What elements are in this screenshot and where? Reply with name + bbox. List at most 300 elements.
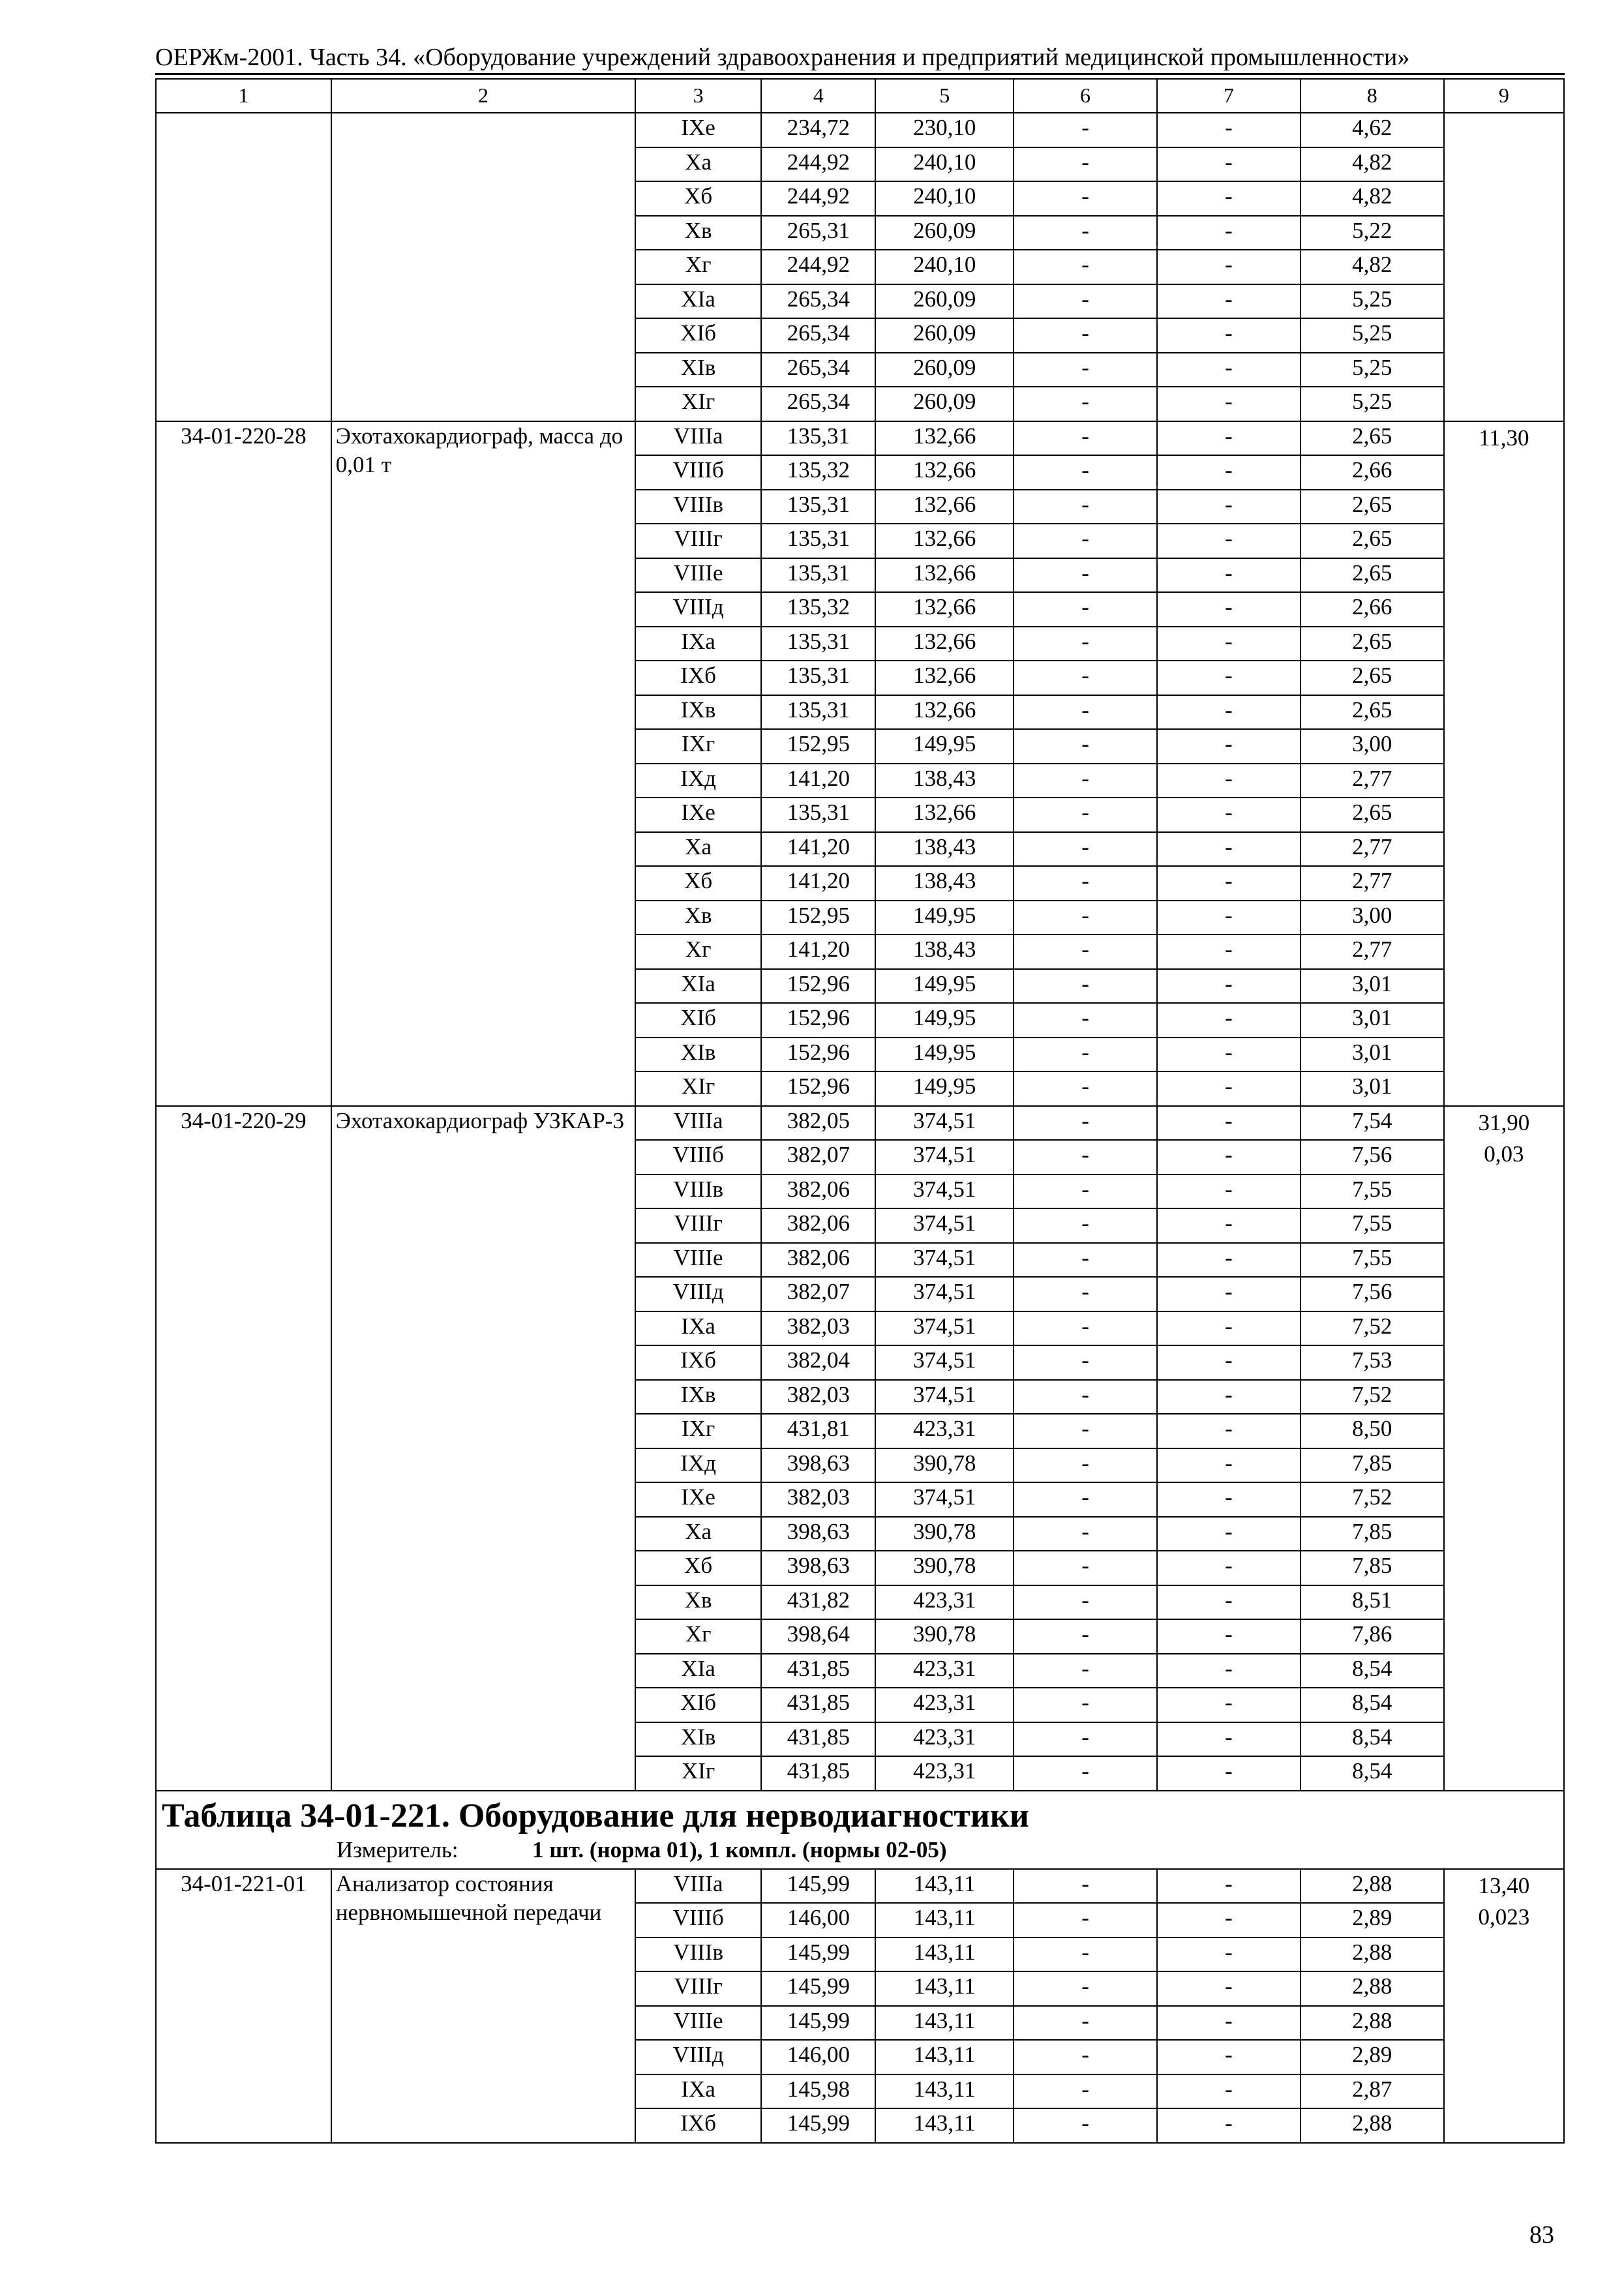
table-cell: 5,25 [1301,284,1444,319]
table-cell: IXб [635,661,761,695]
table-cell: 143,11 [875,2006,1014,2041]
table-cell: - [1157,1585,1301,1620]
table-cell: 8,54 [1301,1722,1444,1757]
table-cell: - [1014,1071,1157,1106]
table-cell: 8,54 [1301,1688,1444,1722]
table-cell: Xг [635,1619,761,1654]
table-cell: 149,95 [875,729,1014,764]
table-cell: - [1014,1482,1157,1517]
table-cell: 7,85 [1301,1517,1444,1551]
table-cell: - [1157,1071,1301,1106]
table-cell: 240,10 [875,181,1014,216]
table-cell: 374,51 [875,1482,1014,1517]
table-cell: 2,65 [1301,798,1444,832]
table-cell: 149,95 [875,901,1014,935]
table-cell: 240,10 [875,147,1014,182]
table-cell: 2,77 [1301,935,1444,969]
table-cell: - [1014,1517,1157,1551]
column-number: 2 [331,79,635,113]
table-cell: 2,65 [1301,558,1444,593]
table-cell: - [1014,1038,1157,1072]
table-cell: 2,65 [1301,490,1444,524]
measure-label: Измеритель: [337,1836,459,1863]
table-cell: VIIIд [635,1277,761,1311]
table-cell: 132,66 [875,455,1014,490]
table-cell: - [1014,1756,1157,1791]
table-cell: 398,63 [761,1517,875,1551]
table-cell: IXб [635,2108,761,2143]
table-cell: XIа [635,969,761,1004]
norm-extra [1444,1869,1564,2143]
norm-extra [1444,113,1564,421]
table-cell: VIIIд [635,2040,761,2074]
table-cell: 145,98 [761,2074,875,2109]
table-cell: - [1014,1619,1157,1654]
table-cell: Xг [635,935,761,969]
table-cell: 146,00 [761,1903,875,1937]
measure-value: 1 шт. (норма 01), 1 компл. (нормы 02-05) [532,1836,947,1863]
table-cell: 7,56 [1301,1277,1444,1311]
table-cell: - [1157,1003,1301,1038]
table-cell: - [1014,1380,1157,1414]
table-cell: 149,95 [875,1071,1014,1106]
table-cell: - [1157,1174,1301,1209]
table-cell: 382,06 [761,1208,875,1243]
table-cell: 431,85 [761,1654,875,1688]
table-cell: - [1014,832,1157,867]
table-row [156,1106,1564,1141]
table-cell: - [1157,1311,1301,1346]
table-cell: - [1014,1414,1157,1448]
table-cell: XIг [635,387,761,421]
table-cell: 260,09 [875,318,1014,353]
table-cell: - [1157,1903,1301,1937]
column-number: 6 [1014,79,1157,113]
table-cell: - [1014,1585,1157,1620]
table-cell: Xв [635,901,761,935]
table-cell: 135,31 [761,661,875,695]
table-cell: - [1157,1243,1301,1278]
table-cell: - [1014,387,1157,421]
table-cell: - [1157,558,1301,593]
table-cell: - [1014,969,1157,1004]
table-cell: - [1014,1106,1157,1141]
table-cell: - [1157,113,1301,147]
table-cell: 8,50 [1301,1414,1444,1448]
table-cell: 3,00 [1301,901,1444,935]
table-row [156,113,1564,147]
table-cell: - [1157,969,1301,1004]
table-cell: - [1014,901,1157,935]
norm-name: Анализатор состояния нервномышечной передачи [331,1869,635,2143]
table-cell: 382,06 [761,1174,875,1209]
table-cell: - [1014,1688,1157,1722]
table-cell: 2,66 [1301,592,1444,627]
table-cell: XIа [635,1654,761,1688]
table-cell: 2,77 [1301,832,1444,867]
table-cell: - [1014,1208,1157,1243]
table-cell: 382,05 [761,1106,875,1141]
table-cell: 7,85 [1301,1448,1444,1483]
table-cell: 7,86 [1301,1619,1444,1654]
table-cell: 2,65 [1301,661,1444,695]
table-cell: - [1157,318,1301,353]
table-cell: 244,92 [761,147,875,182]
table-cell: 149,95 [875,1003,1014,1038]
table-cell: - [1014,421,1157,456]
table-cell: - [1157,627,1301,661]
table-cell: - [1157,353,1301,387]
table-cell: - [1157,1208,1301,1243]
table-cell: 132,66 [875,592,1014,627]
norm-extra [1444,1106,1564,1791]
column-number: 4 [761,79,875,113]
header-rule [155,73,1565,75]
table-cell: 7,55 [1301,1243,1444,1278]
table-cell: Xв [635,216,761,250]
table-cell: 143,11 [875,1903,1014,1937]
table-cell: 390,78 [875,1517,1014,1551]
table-cell: 132,66 [875,421,1014,456]
table-cell: 5,22 [1301,216,1444,250]
table-cell: 132,66 [875,695,1014,730]
table-cell: 4,82 [1301,147,1444,182]
table-cell: - [1014,695,1157,730]
table-cell: - [1014,1937,1157,1972]
table-cell: 431,85 [761,1688,875,1722]
table-cell: 7,54 [1301,1106,1444,1141]
table-cell: IXг [635,1414,761,1448]
table-cell: - [1157,1937,1301,1972]
table-cell: - [1157,866,1301,901]
table-cell: - [1014,592,1157,627]
table-cell: Xа [635,832,761,867]
table-cell: VIIIв [635,1174,761,1209]
table-cell: VIIIв [635,490,761,524]
table-cell: VIIIг [635,524,761,558]
table-cell: 135,31 [761,421,875,456]
table-cell: - [1157,729,1301,764]
table-cell: IXе [635,1482,761,1517]
table-cell: VIIIа [635,421,761,456]
table-cell: 143,11 [875,2074,1014,2109]
table-cell: 2,65 [1301,627,1444,661]
table-title: Таблица 34-01-221. Оборудование для нерводиагностики [162,1797,1029,1834]
table-cell: - [1014,353,1157,387]
table-cell: 7,52 [1301,1311,1444,1346]
table-cell: - [1014,661,1157,695]
table-cell: - [1014,1003,1157,1038]
table-cell: 423,31 [875,1756,1014,1791]
table-cell: 135,31 [761,558,875,593]
table-cell: - [1157,387,1301,421]
table-cell: 234,72 [761,113,875,147]
column-number: 9 [1444,79,1564,113]
table-cell: - [1157,1869,1301,1904]
column-number: 5 [875,79,1014,113]
table-cell: - [1014,1654,1157,1688]
table-cell: 135,32 [761,455,875,490]
table-cell: - [1157,798,1301,832]
table-cell: 4,82 [1301,181,1444,216]
table-cell: VIIIб [635,1140,761,1174]
table-cell: 152,96 [761,1003,875,1038]
table-cell: IXг [635,729,761,764]
norm-name: Эхотахокардиограф, масса до 0,01 т [331,421,635,1106]
table-cell: - [1014,455,1157,490]
table-cell: 132,66 [875,798,1014,832]
table-cell: 3,01 [1301,1071,1444,1106]
table-cell: 7,85 [1301,1551,1444,1585]
table-cell: - [1014,1243,1157,1278]
table-cell: - [1157,832,1301,867]
table-cell: - [1014,524,1157,558]
table-cell: - [1157,250,1301,284]
table-cell: 374,51 [875,1208,1014,1243]
table-cell: 260,09 [875,353,1014,387]
table-cell: - [1014,1277,1157,1311]
column-number: 8 [1301,79,1444,113]
table-cell: 240,10 [875,250,1014,284]
table-cell: 138,43 [875,832,1014,867]
table-cell: - [1157,1722,1301,1757]
table-cell: 138,43 [875,935,1014,969]
table-cell: 374,51 [875,1345,1014,1380]
table-cell: IXб [635,1345,761,1380]
table-cell: 260,09 [875,216,1014,250]
table-cell: 135,31 [761,627,875,661]
table-cell: - [1014,216,1157,250]
table-cell: 7,56 [1301,1140,1444,1174]
table-cell: 145,99 [761,2006,875,2041]
norm-code: 34-01-220-28 [156,421,331,1106]
document-header: ОЕРЖм-2001. Часть 34. «Оборудование учреждений здравоохранения и предприятий медицинской промышленности» [155,44,1410,71]
table-cell: - [1014,2006,1157,2041]
table-cell: XIв [635,1722,761,1757]
table-cell: 3,01 [1301,1003,1444,1038]
table-cell: - [1014,181,1157,216]
table-cell: - [1157,2108,1301,2143]
table-cell: VIIIд [635,592,761,627]
table-cell: 423,31 [875,1414,1014,1448]
table-cell: - [1157,147,1301,182]
table-cell: 265,34 [761,318,875,353]
table-cell: 230,10 [875,113,1014,147]
table-cell: - [1014,1448,1157,1483]
table-cell: 2,65 [1301,695,1444,730]
table-cell: 382,04 [761,1345,875,1380]
norms-table [155,78,1565,2144]
table-cell: XIг [635,1071,761,1106]
norm-extra-value: 0,03 [1484,1141,1524,1167]
table-cell: - [1157,1482,1301,1517]
table-cell: 431,85 [761,1756,875,1791]
table-cell: VIIIе [635,558,761,593]
table-cell: XIб [635,1688,761,1722]
table-cell: 2,66 [1301,455,1444,490]
table-cell: XIг [635,1756,761,1791]
table-cell: 244,92 [761,181,875,216]
table-cell: - [1014,147,1157,182]
table-cell: - [1157,181,1301,216]
table-cell: 260,09 [875,387,1014,421]
table-cell: 3,01 [1301,1038,1444,1072]
table-cell: 382,03 [761,1311,875,1346]
table-cell: 2,89 [1301,2040,1444,2074]
table-cell: 2,89 [1301,1903,1444,1937]
table-cell: - [1014,250,1157,284]
table-cell: 141,20 [761,866,875,901]
table-cell: 398,63 [761,1551,875,1585]
table-cell: - [1157,524,1301,558]
table-cell: IXе [635,798,761,832]
table-cell: 143,11 [875,2040,1014,2074]
table-cell: 149,95 [875,969,1014,1004]
table-cell: 423,31 [875,1654,1014,1688]
table-cell: 5,25 [1301,387,1444,421]
table-cell: 149,95 [875,1038,1014,1072]
table-cell: 2,88 [1301,2108,1444,2143]
norm-extra-value: 13,40 [1478,1872,1530,1898]
norm-code [156,113,331,421]
table-cell: VIIIе [635,1243,761,1278]
table-cell: 135,32 [761,592,875,627]
table-cell: 145,99 [761,2108,875,2143]
table-cell: 2,88 [1301,1937,1444,1972]
column-number-row [156,79,1564,113]
table-cell: - [1014,729,1157,764]
table-cell: 7,52 [1301,1380,1444,1414]
table-cell: - [1157,1971,1301,2006]
table-cell: - [1014,1140,1157,1174]
table-cell: 431,85 [761,1722,875,1757]
table-cell: 265,31 [761,216,875,250]
table-cell: - [1014,284,1157,319]
table-cell: 390,78 [875,1448,1014,1483]
table-cell: - [1014,1903,1157,1937]
table-cell: - [1014,1345,1157,1380]
table-cell: Xб [635,181,761,216]
table-cell: 5,25 [1301,353,1444,387]
table-cell: 138,43 [875,764,1014,798]
table-cell: - [1014,1722,1157,1757]
table-cell: 141,20 [761,764,875,798]
table-cell: - [1157,1619,1301,1654]
table-cell: Xб [635,866,761,901]
table-cell: 374,51 [875,1140,1014,1174]
table-cell: - [1157,1277,1301,1311]
table-cell: - [1157,1551,1301,1585]
table-cell: 265,34 [761,353,875,387]
table-cell: 382,07 [761,1277,875,1311]
table-row [156,421,1564,456]
table-cell: IXв [635,695,761,730]
table-cell: IXд [635,764,761,798]
table-cell: VIIIг [635,1208,761,1243]
table-cell: 423,31 [875,1722,1014,1757]
norm-code: 34-01-220-29 [156,1106,331,1791]
table-cell: 244,92 [761,250,875,284]
table-cell: XIв [635,353,761,387]
table-cell: 374,51 [875,1174,1014,1209]
table-cell: - [1157,1756,1301,1791]
table-cell: 2,65 [1301,421,1444,456]
table-cell: 382,06 [761,1243,875,1278]
page-number: 83 [1529,2221,1554,2249]
table-cell: 423,31 [875,1585,1014,1620]
norm-extra [1444,421,1564,1106]
table-cell: - [1014,318,1157,353]
table-cell: 2,65 [1301,524,1444,558]
table-cell: 143,11 [875,1937,1014,1972]
table-cell: 7,55 [1301,1208,1444,1243]
table-cell: - [1014,866,1157,901]
table-cell: IXд [635,1448,761,1483]
table-cell: 382,07 [761,1140,875,1174]
table-cell: VIIIв [635,1937,761,1972]
table-cell: Xб [635,1551,761,1585]
table-cell: - [1014,1551,1157,1585]
table-cell: - [1014,764,1157,798]
table-cell: Xа [635,147,761,182]
norm-name [331,113,635,421]
table-cell: - [1014,2040,1157,2074]
table-cell: - [1014,2108,1157,2143]
table-cell: VIIIг [635,1971,761,2006]
table-cell: - [1157,764,1301,798]
table-cell: 3,01 [1301,969,1444,1004]
table-cell: XIб [635,1003,761,1038]
table-cell: 145,99 [761,1869,875,1904]
table-cell: 141,20 [761,935,875,969]
table-cell: XIб [635,318,761,353]
table-cell: 265,34 [761,284,875,319]
table-cell: 143,11 [875,1869,1014,1904]
table-cell: IXа [635,627,761,661]
table-cell: 143,11 [875,2108,1014,2143]
table-cell: - [1014,1174,1157,1209]
table-row [156,1869,1564,1904]
table-cell: 4,82 [1301,250,1444,284]
table-cell: 152,96 [761,1071,875,1106]
table-cell: 152,96 [761,1038,875,1072]
table-cell: - [1157,2006,1301,2041]
table-cell: 382,03 [761,1482,875,1517]
table-cell: 135,31 [761,524,875,558]
table-cell: 374,51 [875,1106,1014,1141]
table-cell: 8,54 [1301,1756,1444,1791]
table-cell: 374,51 [875,1277,1014,1311]
norm-name: Эхотахокардиограф УЗКАР-3 [331,1106,635,1791]
table-cell: 7,52 [1301,1482,1444,1517]
table-cell: 2,88 [1301,1869,1444,1904]
column-number: 7 [1157,79,1301,113]
table-cell: - [1157,901,1301,935]
table-cell: 8,54 [1301,1654,1444,1688]
table-cell: 145,99 [761,1971,875,2006]
table-cell: 135,31 [761,490,875,524]
table-cell: - [1157,2040,1301,2074]
table-cell: 2,87 [1301,2074,1444,2109]
table-cell: 2,77 [1301,764,1444,798]
table-cell: - [1157,421,1301,456]
table-cell: XIв [635,1038,761,1072]
table-cell: - [1157,216,1301,250]
table-cell: 382,03 [761,1380,875,1414]
table-cell: - [1157,1140,1301,1174]
table-cell: - [1157,1688,1301,1722]
table-cell: - [1157,455,1301,490]
